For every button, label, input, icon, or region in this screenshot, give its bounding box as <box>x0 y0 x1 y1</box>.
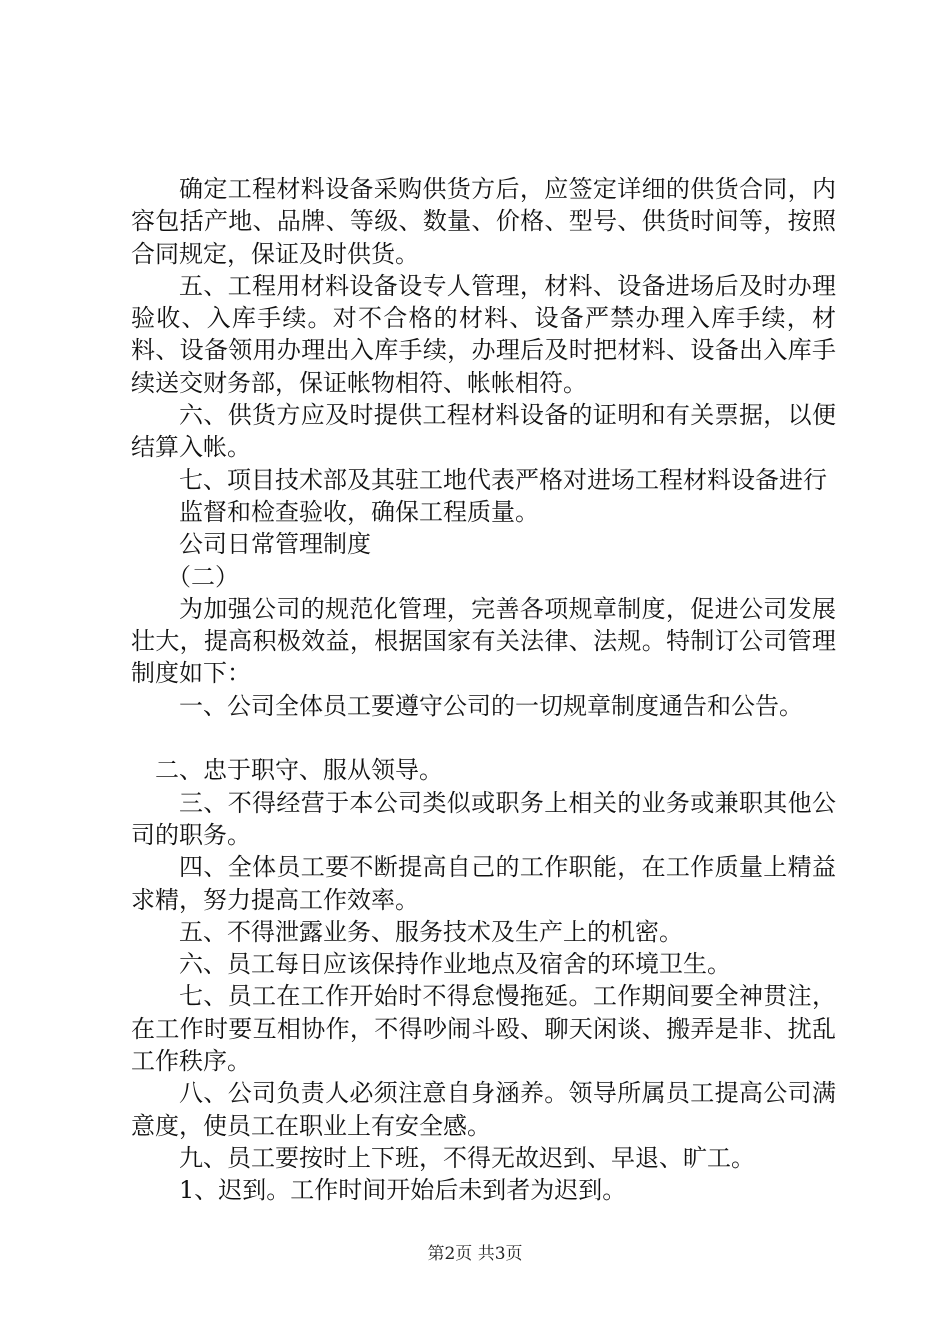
rule-item-9-sub-1-late: 1、迟到。工作时间开始后未到者为迟到。 <box>179 1176 627 1205</box>
rule-item-4: 四、全体员工要不断提高自己的工作职能，在工作质量上精益求精，努力提高工作效率。 <box>131 853 836 914</box>
blank-line <box>131 722 836 754</box>
section-subheading-two: （二） <box>167 562 239 591</box>
rule-item-1: 一、公司全体员工要遵守公司的一切规章制度通告和公告。 <box>179 691 803 720</box>
rule-item-5: 五、不得泄露业务、服务技术及生产上的机密。 <box>179 917 683 946</box>
paragraph-supply-contract: 确定工程材料设备采购供货方后，应签定详细的供货合同，内容包括产地、品牌、等级、数量、价格、型号、供货时间等，按照合同规定，保证及时供货。 <box>131 175 836 268</box>
paragraph-item-5-material-management: 五、工程用材料设备设专人管理，材料、设备进场后及时办理验收、入库手续。对不合格的材料、设备严禁办理入库手续，材料、设备领用办理出入库手续，办理后及时把材料、设备出入库手续送交财务部，保证帐物相符、帐帐相符。 <box>131 271 836 397</box>
document-body <box>131 173 836 1207</box>
rule-item-3: 三、不得经营于本公司类似或职务上相关的业务或兼职其他公司的职务。 <box>131 788 836 849</box>
rule-item-6: 六、员工每日应该保持作业地点及宿舍的环境卫生。 <box>179 950 731 979</box>
page-number-footer: 第2页 共3页 <box>427 1244 523 1264</box>
paragraph-item-7-continuation: 监督和检查验收，确保工程质量。 <box>179 497 539 526</box>
paragraph-item-7-inspection: 七、项目技术部及其驻工地代表严格对进场工程材料设备进行 <box>179 465 827 494</box>
paragraph-intro: 为加强公司的规范化管理，完善各项规章制度，促进公司发展壮大，提高积极效益，根据国家有关法律、法规。特制订公司管理制度如下： <box>131 594 836 688</box>
paragraph-item-6-supplier-documents: 六、供货方应及时提供工程材料设备的证明和有关票据，以便结算入帐。 <box>131 401 836 462</box>
section-heading-daily-management: 公司日常管理制度 <box>179 530 371 559</box>
rule-item-8: 八、公司负责人必须注意自身涵养。领导所属员工提高公司满意度，使员工在职业上有安全感。 <box>131 1079 836 1140</box>
rule-item-7: 七、员工在工作开始时不得怠慢拖延。工作期间要全神贯注，在工作时要互相协作，不得吵闹斗殴、聊天闲谈、搬弄是非、扰乱工作秩序。 <box>131 982 836 1076</box>
rule-item-2: 二、忠于职守、服从领导。 <box>155 756 443 785</box>
rule-item-9: 九、员工要按时上下班，不得无故迟到、早退、旷工。 <box>179 1143 755 1172</box>
